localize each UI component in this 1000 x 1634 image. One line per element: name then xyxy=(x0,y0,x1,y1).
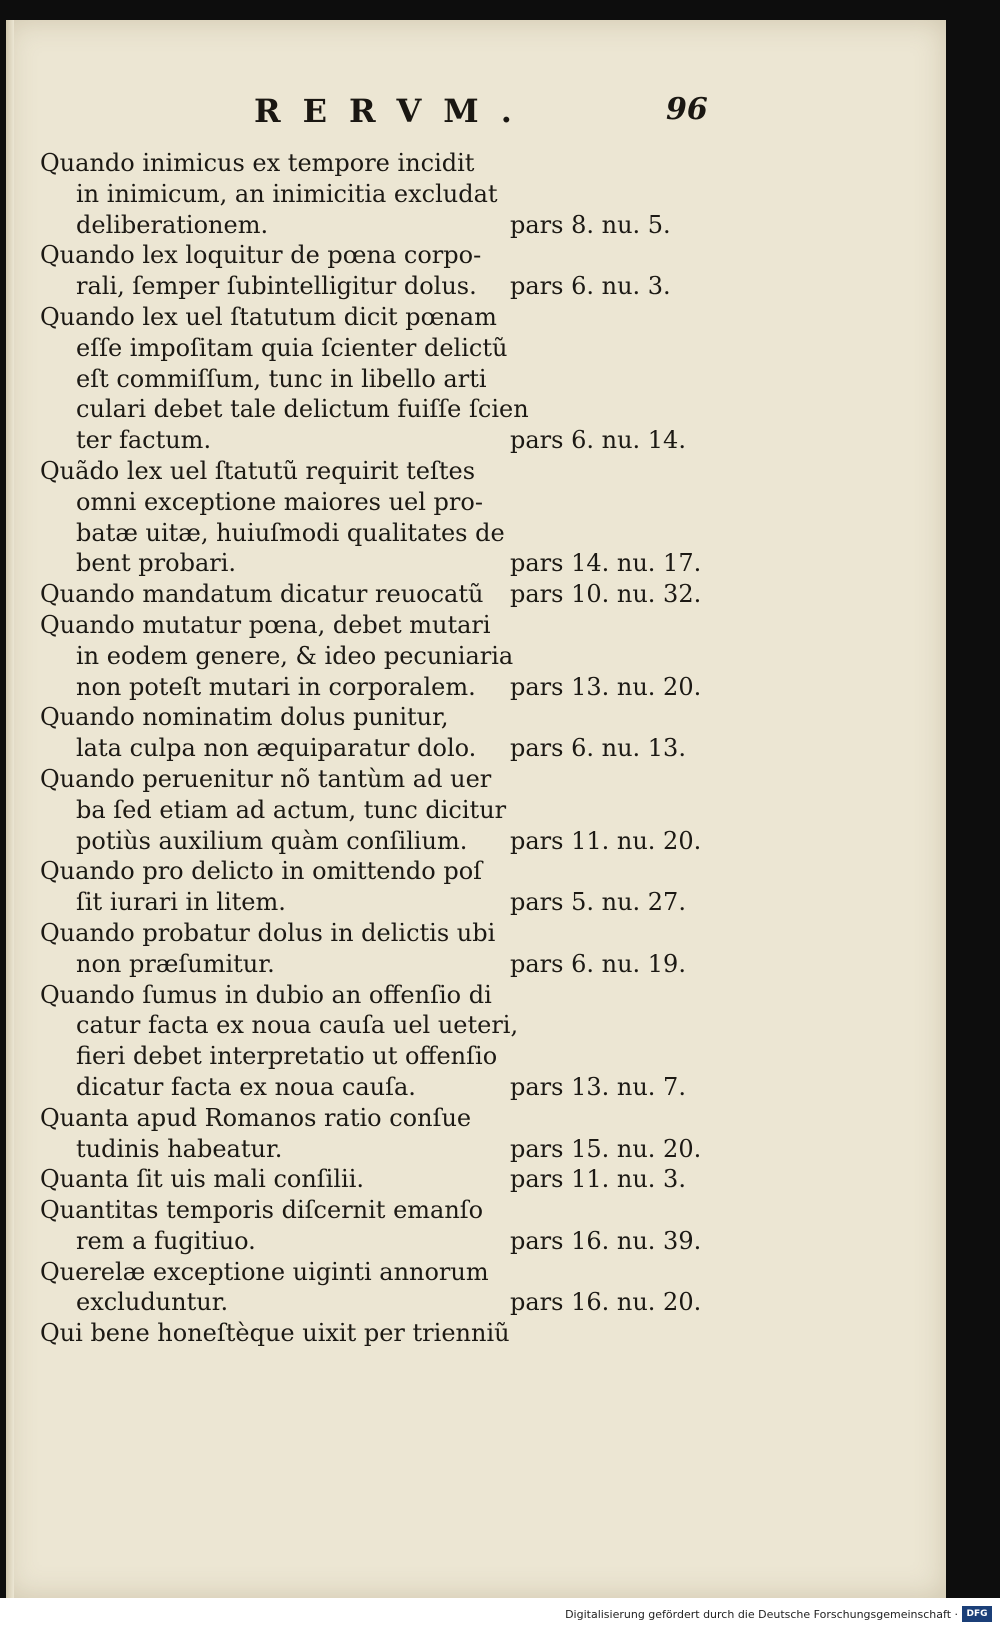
page-header xyxy=(6,92,946,132)
entry-line xyxy=(40,918,720,949)
entry-text: Quanta apud Romanos ratio conſue xyxy=(40,1103,472,1132)
entry-line xyxy=(40,702,720,733)
folio-number: 96 xyxy=(666,92,708,127)
entry-text: excluduntur. xyxy=(76,1288,229,1317)
index-entries xyxy=(40,148,720,1349)
entry-text: Quãdo lex uel ſtatutũ requirit teſtes xyxy=(40,456,476,485)
entry-line xyxy=(40,240,720,271)
entry-line xyxy=(40,518,720,549)
entry-text: Qui bene honeſtèque uixit per trienniũ xyxy=(40,1319,510,1348)
footer-bar xyxy=(0,1598,1000,1634)
index-entry xyxy=(40,1103,720,1165)
entry-line xyxy=(40,733,720,764)
entry-line xyxy=(40,1226,720,1257)
entry-reference: pars 11. nu. 20. xyxy=(510,826,702,855)
entry-line xyxy=(40,641,720,672)
entry-text: omni exceptione maiores uel pro- xyxy=(76,487,483,516)
entry-reference: pars 11. nu. 3. xyxy=(510,1165,686,1194)
funding-credit: Digitalisierung gefördert durch die Deutsche Forschungsgemeinschaft · xyxy=(565,1608,958,1621)
index-entry xyxy=(40,918,720,980)
entry-text: in inimicum, an inimicitia excludat xyxy=(76,179,498,208)
entry-text: ter factum. xyxy=(76,426,212,455)
index-entry xyxy=(40,610,720,702)
entry-text: Quando mutatur pœna, debet mutari xyxy=(40,610,491,639)
entry-line xyxy=(40,579,720,610)
entry-line xyxy=(40,795,720,826)
entry-line xyxy=(40,1010,720,1041)
entry-text: catur facta ex noua cauſa uel ueteri, xyxy=(76,1011,519,1040)
entry-reference: pars 15. nu. 20. xyxy=(510,1134,702,1163)
entry-text: ſit iurari in litem. xyxy=(76,888,286,917)
entry-text: tudinis habeatur. xyxy=(76,1134,283,1163)
entry-line xyxy=(40,487,720,518)
entry-line xyxy=(40,1287,720,1318)
index-entry xyxy=(40,702,720,764)
index-entry xyxy=(40,456,720,579)
entry-line xyxy=(40,1257,720,1288)
entry-reference: pars 13. nu. 7. xyxy=(510,1072,686,1101)
book-page xyxy=(6,20,946,1598)
entry-reference: pars 6. nu. 14. xyxy=(510,426,686,455)
entry-reference: pars 8. nu. 5. xyxy=(510,210,671,239)
entry-line xyxy=(40,1103,720,1134)
entry-reference: pars 10. nu. 32. xyxy=(510,580,702,609)
entry-line xyxy=(40,394,720,425)
entry-text: culari debet tale delictum fuiſſe ſcien xyxy=(76,395,529,424)
entry-text: batæ uitæ, huiuſmodi qualitates de xyxy=(76,518,505,547)
entry-text: Quando ſumus in dubio an offenſio di xyxy=(40,980,492,1009)
entry-text: rem a fugitiuo. xyxy=(76,1226,256,1255)
index-entry xyxy=(40,1164,720,1195)
index-entry xyxy=(40,764,720,856)
entry-text: eſſe impoſitam quia ſcienter delictũ xyxy=(76,333,508,362)
entry-reference: pars 16. nu. 39. xyxy=(510,1226,702,1255)
entry-line xyxy=(40,425,720,456)
entry-reference: pars 6. nu. 19. xyxy=(510,949,686,978)
entry-text: Quando mandatum dicatur reuocatũ xyxy=(40,580,484,609)
entry-line xyxy=(40,271,720,302)
entry-text: Quando peruenitur nõ tantùm ad uer xyxy=(40,764,492,793)
index-entry xyxy=(40,1195,720,1257)
entry-line xyxy=(40,1164,720,1195)
index-entry xyxy=(40,1257,720,1319)
index-entry xyxy=(40,1318,720,1349)
entry-text: Quando nominatim dolus punitur, xyxy=(40,703,449,732)
entry-line xyxy=(40,1134,720,1165)
entry-text: non præſumitur. xyxy=(76,949,275,978)
entry-line xyxy=(40,1072,720,1103)
entry-text: fieri debet interpretatio ut offenſio xyxy=(76,1042,498,1071)
entry-text: Quando inimicus ex tempore incidit xyxy=(40,149,475,177)
entry-text: eſt commiſſum, tunc in libello arti xyxy=(76,364,487,393)
entry-text: Quanta ſit uis mali conſilii. xyxy=(40,1165,364,1194)
entry-line xyxy=(40,1318,720,1349)
entry-text: lata culpa non æquiparatur dolo. xyxy=(76,734,477,763)
entry-line xyxy=(40,179,720,210)
entry-text: Quando pro delicto in omittendo poſ xyxy=(40,857,483,886)
entry-reference: pars 6. nu. 13. xyxy=(510,734,686,763)
entry-text: Quando lex uel ſtatutum dicit pœnam xyxy=(40,302,497,331)
entry-text: bent probari. xyxy=(76,549,237,578)
entry-reference: pars 14. nu. 17. xyxy=(510,549,702,578)
entry-text: Querelæ exceptione uiginti annorum xyxy=(40,1257,489,1286)
entry-line xyxy=(40,764,720,795)
entry-text: Quantitas temporis diſcernit emanſo xyxy=(40,1196,484,1225)
entry-line xyxy=(40,887,720,918)
entry-line xyxy=(40,364,720,395)
entry-line xyxy=(40,333,720,364)
entry-line xyxy=(40,302,720,333)
entry-text: non poteſt mutari in corporalem. xyxy=(76,672,476,701)
entry-line xyxy=(40,1195,720,1226)
entry-line xyxy=(40,949,720,980)
running-head: RERVM. xyxy=(254,92,534,130)
entry-text: ba ſed etiam ad actum, tunc dicitur xyxy=(76,795,507,824)
entry-text: rali, ſemper ſubintelligitur dolus. xyxy=(76,272,477,301)
entry-line xyxy=(40,672,720,703)
entry-text: dicatur facta ex noua cauſa. xyxy=(76,1072,416,1101)
entry-line xyxy=(40,548,720,579)
page-gutter xyxy=(6,20,14,1598)
entry-text: in eodem genere, & ideo pecuniaria xyxy=(76,641,514,670)
entry-line xyxy=(40,210,720,241)
index-entry xyxy=(40,579,720,610)
entry-text: potiùs auxilium quàm conſilium. xyxy=(76,826,468,855)
entry-line xyxy=(40,1041,720,1072)
entry-reference: pars 6. nu. 3. xyxy=(510,272,671,301)
entry-text: deliberationem. xyxy=(76,210,269,239)
index-entry xyxy=(40,856,720,918)
entry-reference: pars 5. nu. 27. xyxy=(510,888,686,917)
entry-line xyxy=(40,980,720,1011)
entry-text: Quando probatur dolus in delictis ubi xyxy=(40,918,496,947)
entry-line xyxy=(40,610,720,641)
entry-reference: pars 13. nu. 20. xyxy=(510,672,702,701)
index-entry xyxy=(40,240,720,302)
entry-line xyxy=(40,148,720,179)
entry-line xyxy=(40,826,720,857)
entry-reference: pars 16. nu. 20. xyxy=(510,1288,702,1317)
dfg-logo: DFG xyxy=(962,1606,992,1622)
index-entry xyxy=(40,980,720,1103)
entry-line xyxy=(40,856,720,887)
entry-line xyxy=(40,456,720,487)
index-entry xyxy=(40,302,720,456)
entry-text: Quando lex loquitur de pœna corpo- xyxy=(40,241,482,270)
index-entry xyxy=(40,148,720,240)
